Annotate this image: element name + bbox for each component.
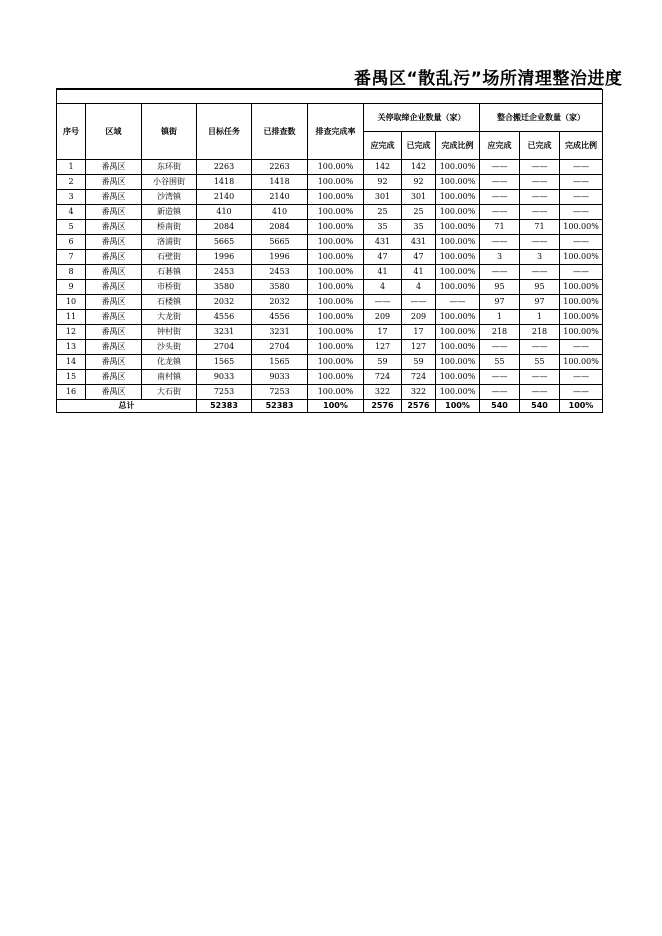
cell-town: 大龙街	[142, 310, 197, 325]
cell-town: 石楼镇	[142, 295, 197, 310]
cell-rate: 100.00%	[308, 175, 364, 190]
cell-rate: 100.00%	[308, 385, 364, 400]
table-body	[57, 89, 603, 413]
cell-target: 9033	[197, 370, 252, 385]
table-row	[57, 235, 603, 250]
cell-merge-done: ——	[520, 340, 560, 355]
table-row	[57, 310, 603, 325]
cell-merge-done: ——	[520, 385, 560, 400]
cell-checked: 5665	[252, 235, 308, 250]
table-row	[57, 370, 603, 385]
cell-merge-ratio: 100.00%	[560, 280, 603, 295]
table-row	[57, 190, 603, 205]
cell-seq: 5	[57, 220, 86, 235]
cell-seq: 12	[57, 325, 86, 340]
cell-district: 番禺区	[86, 160, 142, 175]
cell-rate: 100.00%	[308, 265, 364, 280]
cell-close-ratio: 100.00%	[436, 310, 480, 325]
cell-target: 3231	[197, 325, 252, 340]
cell-district: 番禺区	[86, 385, 142, 400]
cell-target: 3580	[197, 280, 252, 295]
cell-close-done: 59	[402, 355, 436, 370]
cell-district: 番禺区	[86, 190, 142, 205]
header-merge-done: 已完成	[520, 132, 560, 160]
cell-seq: 16	[57, 385, 86, 400]
cell-merge-due: ——	[480, 175, 520, 190]
table-row	[57, 160, 603, 175]
cell-checked: 2263	[252, 160, 308, 175]
cell-close-due: 41	[364, 265, 402, 280]
cell-checked: 2140	[252, 190, 308, 205]
cell-merge-done: ——	[520, 160, 560, 175]
cell-merge-done: 1	[520, 310, 560, 325]
header-checked: 已排查数	[252, 104, 308, 160]
cell-close-done: 41	[402, 265, 436, 280]
cell-merge-due: 3	[480, 250, 520, 265]
cell-district: 番禺区	[86, 265, 142, 280]
table-row	[57, 340, 603, 355]
cell-close-due: ——	[364, 295, 402, 310]
cell-merge-due: 1	[480, 310, 520, 325]
cell-rate: 100.00%	[308, 325, 364, 340]
cell-checked: 2084	[252, 220, 308, 235]
cell-rate: 100.00%	[308, 190, 364, 205]
cell-close-due: 59	[364, 355, 402, 370]
cell-district: 番禺区	[86, 310, 142, 325]
cell-merge-done: ——	[520, 265, 560, 280]
cell-close-due: 209	[364, 310, 402, 325]
cell-target: 4556	[197, 310, 252, 325]
table-row	[57, 265, 603, 280]
cell-close-done: 127	[402, 340, 436, 355]
cell-merge-ratio: 100.00%	[560, 250, 603, 265]
cell-close-done: 17	[402, 325, 436, 340]
cell-merge-done: ——	[520, 190, 560, 205]
header-merge-ratio: 完成比例	[560, 132, 603, 160]
total-close-ratio: 100%	[436, 400, 480, 413]
cell-merge-done: ——	[520, 235, 560, 250]
table-row	[57, 355, 603, 370]
cell-checked: 2032	[252, 295, 308, 310]
cell-seq: 2	[57, 175, 86, 190]
cell-merge-ratio: ——	[560, 235, 603, 250]
cell-district: 番禺区	[86, 340, 142, 355]
cell-district: 番禺区	[86, 280, 142, 295]
cell-merge-done: ——	[520, 370, 560, 385]
cell-close-due: 4	[364, 280, 402, 295]
cell-target: 2453	[197, 265, 252, 280]
cell-checked: 3580	[252, 280, 308, 295]
cell-town: 新造镇	[142, 205, 197, 220]
cell-merge-ratio: ——	[560, 370, 603, 385]
cell-close-ratio: 100.00%	[436, 370, 480, 385]
header-seq: 序号	[57, 104, 86, 160]
total-merge-done: 540	[520, 400, 560, 413]
cell-seq: 1	[57, 160, 86, 175]
cell-checked: 2453	[252, 265, 308, 280]
table-row	[57, 325, 603, 340]
table-row	[57, 295, 603, 310]
cell-town: 石壁街	[142, 250, 197, 265]
cell-close-done: 724	[402, 370, 436, 385]
cell-target: 2704	[197, 340, 252, 355]
cell-target: 5665	[197, 235, 252, 250]
cell-close-due: 17	[364, 325, 402, 340]
cell-district: 番禺区	[86, 250, 142, 265]
cell-close-due: 142	[364, 160, 402, 175]
cell-rate: 100.00%	[308, 235, 364, 250]
table-row	[57, 385, 603, 400]
cell-merge-done: 3	[520, 250, 560, 265]
progress-table	[56, 89, 603, 413]
total-merge-due: 540	[480, 400, 520, 413]
cell-merge-due: ——	[480, 205, 520, 220]
cell-merge-done: ——	[520, 205, 560, 220]
cell-checked: 1565	[252, 355, 308, 370]
total-row	[57, 400, 603, 413]
cell-checked: 7253	[252, 385, 308, 400]
cell-merge-done: 71	[520, 220, 560, 235]
cell-merge-ratio: 100.00%	[560, 220, 603, 235]
cell-close-done: 142	[402, 160, 436, 175]
cell-rate: 100.00%	[308, 220, 364, 235]
cell-close-done: 301	[402, 190, 436, 205]
cell-merge-ratio: 100.00%	[560, 310, 603, 325]
cell-merge-due: 55	[480, 355, 520, 370]
cell-target: 1418	[197, 175, 252, 190]
total-target: 52383	[197, 400, 252, 413]
cell-target: 2084	[197, 220, 252, 235]
cell-town: 桥南街	[142, 220, 197, 235]
cell-merge-due: ——	[480, 370, 520, 385]
total-close-due: 2576	[364, 400, 402, 413]
cell-target: 1996	[197, 250, 252, 265]
cell-merge-ratio: ——	[560, 175, 603, 190]
cell-close-done: 47	[402, 250, 436, 265]
cell-target: 2032	[197, 295, 252, 310]
cell-seq: 8	[57, 265, 86, 280]
cell-target: 410	[197, 205, 252, 220]
cell-merge-ratio: 100.00%	[560, 355, 603, 370]
cell-close-done: 35	[402, 220, 436, 235]
cell-checked: 410	[252, 205, 308, 220]
cell-merge-due: ——	[480, 190, 520, 205]
cell-town: 小谷围街	[142, 175, 197, 190]
cell-town: 洛浦街	[142, 235, 197, 250]
table-row	[57, 175, 603, 190]
cell-seq: 11	[57, 310, 86, 325]
cell-rate: 100.00%	[308, 370, 364, 385]
cell-close-due: 47	[364, 250, 402, 265]
header-target: 目标任务	[197, 104, 252, 160]
cell-checked: 3231	[252, 325, 308, 340]
cell-target: 7253	[197, 385, 252, 400]
cell-close-due: 92	[364, 175, 402, 190]
header-close-done: 已完成	[402, 132, 436, 160]
cell-checked: 1418	[252, 175, 308, 190]
cell-checked: 9033	[252, 370, 308, 385]
cell-close-ratio: 100.00%	[436, 160, 480, 175]
header-group-merge: 整合搬迁企业数量（家）	[480, 104, 603, 132]
cell-close-ratio: 100.00%	[436, 325, 480, 340]
cell-district: 番禺区	[86, 175, 142, 190]
cell-town: 化龙镇	[142, 355, 197, 370]
header-row-1	[57, 104, 603, 132]
cell-target: 2140	[197, 190, 252, 205]
cell-close-ratio: 100.00%	[436, 175, 480, 190]
cell-merge-done: 55	[520, 355, 560, 370]
cell-close-ratio: 100.00%	[436, 385, 480, 400]
total-merge-ratio: 100%	[560, 400, 603, 413]
cell-town: 钟村街	[142, 325, 197, 340]
cell-rate: 100.00%	[308, 160, 364, 175]
cell-merge-done: 218	[520, 325, 560, 340]
cell-close-ratio: ——	[436, 295, 480, 310]
cell-merge-ratio: 100.00%	[560, 295, 603, 310]
cell-seq: 10	[57, 295, 86, 310]
cell-close-ratio: 100.00%	[436, 265, 480, 280]
cell-seq: 9	[57, 280, 86, 295]
cell-merge-ratio: 100.00%	[560, 325, 603, 340]
cell-seq: 6	[57, 235, 86, 250]
cell-merge-due: 97	[480, 295, 520, 310]
table-row	[57, 280, 603, 295]
table-row	[57, 250, 603, 265]
total-checked: 52383	[252, 400, 308, 413]
cell-close-ratio: 100.00%	[436, 220, 480, 235]
header-merge-due: 应完成	[480, 132, 520, 160]
cell-merge-due: ——	[480, 265, 520, 280]
cell-close-done: 322	[402, 385, 436, 400]
cell-merge-done: ——	[520, 175, 560, 190]
cell-seq: 3	[57, 190, 86, 205]
cell-close-done: 431	[402, 235, 436, 250]
page-title: 番禺区“散乱污”场所清理整治进度	[354, 69, 623, 88]
cell-merge-ratio: ——	[560, 340, 603, 355]
cell-rate: 100.00%	[308, 310, 364, 325]
cell-district: 番禺区	[86, 295, 142, 310]
page-title-wrap	[0, 64, 662, 88]
cell-seq: 13	[57, 340, 86, 355]
cell-close-due: 35	[364, 220, 402, 235]
cell-rate: 100.00%	[308, 205, 364, 220]
cell-town: 南村镇	[142, 370, 197, 385]
cell-district: 番禺区	[86, 370, 142, 385]
cell-rate: 100.00%	[308, 355, 364, 370]
cell-town: 沙湾镇	[142, 190, 197, 205]
cell-merge-ratio: ——	[560, 205, 603, 220]
cell-close-due: 431	[364, 235, 402, 250]
cell-merge-due: ——	[480, 235, 520, 250]
cell-merge-ratio: ——	[560, 160, 603, 175]
cell-close-due: 322	[364, 385, 402, 400]
total-label: 总计	[57, 400, 197, 413]
cell-merge-due: ——	[480, 340, 520, 355]
cell-close-due: 724	[364, 370, 402, 385]
cell-merge-done: 97	[520, 295, 560, 310]
cell-close-due: 301	[364, 190, 402, 205]
cell-merge-due: 71	[480, 220, 520, 235]
header-town: 镇街	[142, 104, 197, 160]
cell-merge-ratio: ——	[560, 385, 603, 400]
cell-close-ratio: 100.00%	[436, 235, 480, 250]
cell-rate: 100.00%	[308, 280, 364, 295]
cell-close-due: 127	[364, 340, 402, 355]
cell-town: 石碁镇	[142, 265, 197, 280]
header-rate: 排查完成率	[308, 104, 364, 160]
cell-close-ratio: 100.00%	[436, 250, 480, 265]
cell-merge-due: ——	[480, 160, 520, 175]
cell-merge-due: ——	[480, 385, 520, 400]
cell-district: 番禺区	[86, 235, 142, 250]
cell-merge-ratio: ——	[560, 265, 603, 280]
cell-seq: 4	[57, 205, 86, 220]
cell-close-done: 92	[402, 175, 436, 190]
total-close-done: 2576	[402, 400, 436, 413]
cell-close-done: 4	[402, 280, 436, 295]
cell-seq: 7	[57, 250, 86, 265]
cell-district: 番禺区	[86, 205, 142, 220]
cell-town: 市桥街	[142, 280, 197, 295]
cell-checked: 1996	[252, 250, 308, 265]
cell-close-due: 25	[364, 205, 402, 220]
cell-merge-due: 95	[480, 280, 520, 295]
table-row	[57, 220, 603, 235]
cell-close-ratio: 100.00%	[436, 340, 480, 355]
header-close-due: 应完成	[364, 132, 402, 160]
total-rate: 100%	[308, 400, 364, 413]
header-district: 区域	[86, 104, 142, 160]
cell-checked: 4556	[252, 310, 308, 325]
cell-close-ratio: 100.00%	[436, 280, 480, 295]
blank-row	[57, 89, 603, 104]
cell-rate: 100.00%	[308, 340, 364, 355]
cell-merge-ratio: ——	[560, 190, 603, 205]
cell-town: 沙头街	[142, 340, 197, 355]
cell-close-done: 209	[402, 310, 436, 325]
cell-seq: 14	[57, 355, 86, 370]
cell-target: 2263	[197, 160, 252, 175]
cell-rate: 100.00%	[308, 295, 364, 310]
cell-checked: 2704	[252, 340, 308, 355]
cell-close-ratio: 100.00%	[436, 205, 480, 220]
cell-target: 1565	[197, 355, 252, 370]
cell-close-done: 25	[402, 205, 436, 220]
header-close-ratio: 完成比例	[436, 132, 480, 160]
cell-district: 番禺区	[86, 220, 142, 235]
table-row	[57, 205, 603, 220]
cell-merge-done: 95	[520, 280, 560, 295]
header-group-close: 关停取缔企业数量（家）	[364, 104, 480, 132]
blank-cell	[57, 89, 603, 104]
cell-town: 大石街	[142, 385, 197, 400]
cell-town: 东环街	[142, 160, 197, 175]
cell-close-ratio: 100.00%	[436, 190, 480, 205]
cell-district: 番禺区	[86, 355, 142, 370]
cell-close-done: ——	[402, 295, 436, 310]
cell-merge-due: 218	[480, 325, 520, 340]
cell-seq: 15	[57, 370, 86, 385]
cell-rate: 100.00%	[308, 250, 364, 265]
cell-close-ratio: 100.00%	[436, 355, 480, 370]
cell-district: 番禺区	[86, 325, 142, 340]
